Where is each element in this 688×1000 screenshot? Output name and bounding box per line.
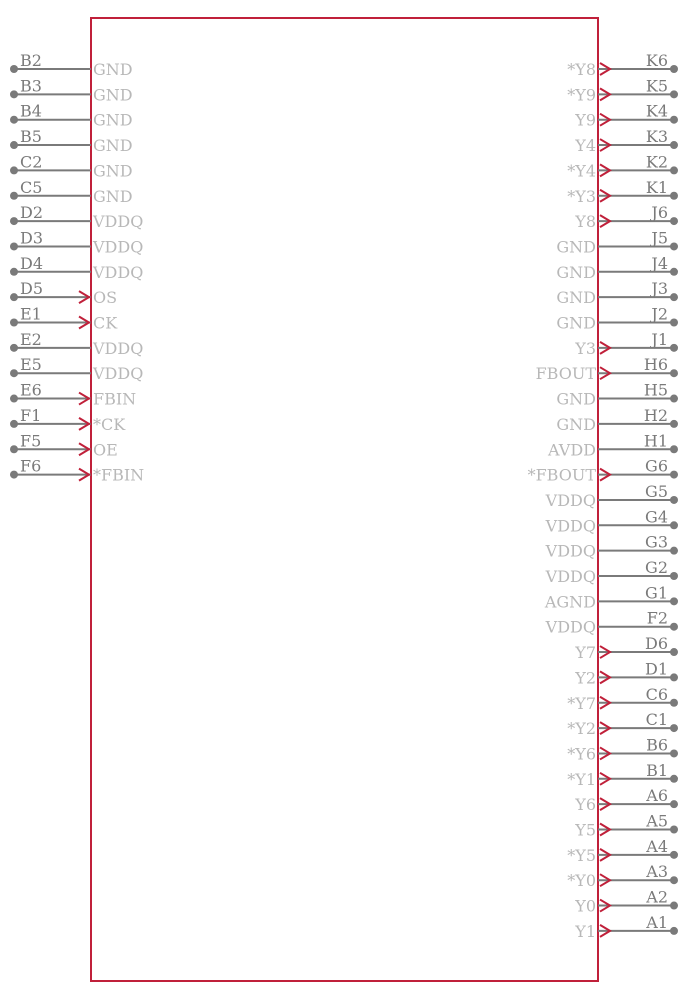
right-pin-K3 [574,127,678,155]
right-pin-G6 [528,457,678,485]
left-pin-B4 [10,102,133,130]
pin-number: B6 [646,735,668,755]
pin-endpoint-dot [10,116,18,124]
pin-endpoint-dot [670,749,678,757]
pin-endpoint-dot [670,242,678,250]
pin-number: A6 [646,786,668,806]
pin-name: FBOUT [535,364,596,384]
component-body [91,18,598,981]
pin-name: Y3 [575,338,596,358]
pin-endpoint-dot [670,699,678,707]
pin-name: Y8 [575,212,596,232]
pin-name: Y9 [575,110,596,130]
pin-number: A5 [646,811,668,831]
pin-name: Y4 [575,136,596,156]
pin-endpoint-dot [10,445,18,453]
pin-number: G3 [645,532,668,552]
pin-endpoint-dot [670,851,678,859]
pin-name: GND [556,237,596,257]
pin-number: G2 [645,558,668,577]
pin-number: J3 [651,279,668,299]
pin-endpoint-dot [670,902,678,910]
pin-endpoint-dot [10,395,18,403]
right-pin-G1 [544,583,678,611]
pin-endpoint-dot [670,445,678,453]
pin-endpoint-dot [10,344,18,352]
pin-name: *Y2 [567,719,596,739]
left-pin-F5 [10,431,118,459]
pin-endpoint-dot [670,192,678,200]
pin-number: K6 [645,51,668,70]
pin-name: VDDQ [545,541,596,561]
pin-name: AGND [544,592,596,612]
left-pin-D2 [10,203,143,231]
left-pin-D5 [10,279,117,307]
pin-number: E5 [20,355,42,375]
pin-endpoint-dot [10,471,18,479]
pin-endpoint-dot [10,293,18,301]
pin-name: Y7 [575,643,596,663]
right-pin-G3 [545,533,678,561]
pin-endpoint-dot [670,471,678,479]
pin-number: K4 [645,101,668,121]
pin-endpoint-dot [10,141,18,149]
pin-name: *Y3 [567,186,596,206]
pin-name: GND [93,186,133,206]
pin-name: *Y0 [567,871,596,891]
pin-number: D4 [20,253,44,273]
pin-name: GND [93,161,133,181]
pin-number: D6 [644,634,668,654]
pin-endpoint-dot [10,192,18,200]
left-pin-E5 [10,355,143,383]
pin-name: GND [556,389,596,409]
right-pin-A6 [574,786,678,814]
pin-endpoint-dot [670,572,678,580]
right-pin-G5 [545,482,678,510]
right-pin-K2 [567,152,678,180]
pin-endpoint-dot [10,369,18,377]
left-pin-F1 [10,406,126,434]
right-pin-A1 [574,913,678,941]
pin-endpoint-dot [10,268,18,276]
pin-name: Y1 [575,921,596,941]
pin-number: F6 [20,456,42,476]
pin-name: GND [556,288,596,308]
pin-endpoint-dot [10,90,18,98]
pin-name: OS [93,288,118,308]
pin-endpoint-dot [670,673,678,681]
pin-name: GND [93,110,133,130]
pin-number: K3 [645,127,668,147]
pin-number: E6 [20,380,42,400]
right-pin-J2 [556,305,678,333]
right-pin-K5 [567,76,678,104]
right-pin-H2 [556,406,678,434]
right-pin-K4 [574,102,678,130]
pin-endpoint-dot [670,217,678,225]
pin-number: B1 [646,760,668,780]
pin-endpoint-dot [10,65,18,73]
right-pin-J3 [556,279,678,307]
pin-endpoint-dot [670,876,678,884]
pin-name: VDDQ [93,364,144,384]
right-pin-H5 [556,381,678,409]
pin-number: D3 [20,228,44,248]
pin-endpoint-dot [670,648,678,656]
pin-endpoint-dot [670,369,678,377]
pin-number: A1 [646,912,668,932]
right-pin-B6 [567,735,678,763]
pin-endpoint-dot [670,547,678,555]
pin-name: *CK [93,414,126,434]
pin-number: D1 [644,659,668,679]
pin-number: B2 [20,51,42,70]
right-pin-C1 [567,710,678,738]
left-pin-D3 [10,228,143,256]
pin-name: GND [93,60,133,79]
pin-endpoint-dot [670,319,678,327]
left-pin-D4 [10,254,143,282]
pin-number: F2 [646,608,668,628]
left-pin-B3 [10,76,133,104]
pin-name: GND [93,85,133,105]
pin-name: Y5 [575,820,596,840]
pin-number: J5 [651,228,668,248]
pin-number: A3 [646,862,668,882]
pin-name: FBIN [93,389,137,409]
pin-endpoint-dot [670,395,678,403]
pin-name: Y2 [575,668,596,688]
pin-number: J2 [651,304,668,324]
pin-name: VDDQ [545,516,596,536]
pin-name: GND [556,262,596,282]
pin-name: *Y9 [567,85,596,105]
pin-number: B4 [20,101,42,121]
pin-number: H6 [643,355,668,375]
pin-endpoint-dot [670,65,678,73]
pin-number: G6 [645,456,668,476]
pin-number: H5 [643,380,668,400]
left-pin-B2 [10,51,133,79]
pin-endpoint-dot [670,800,678,808]
right-pin-H6 [536,355,678,383]
pin-name: VDDQ [545,490,596,510]
pin-name: *Y5 [567,845,596,865]
right-pin-G4 [545,507,678,535]
pin-name: GND [556,414,596,434]
pin-endpoint-dot [10,420,18,428]
left-pin-E1 [10,305,118,333]
pin-endpoint-dot [670,268,678,276]
pin-name: Y0 [575,896,596,916]
pin-number: A2 [646,887,668,907]
right-pin-J5 [556,228,678,256]
left-pin-E2 [10,330,143,358]
pin-number: J1 [651,329,668,349]
pin-number: D5 [20,279,44,299]
pin-name: *Y7 [567,693,596,713]
right-pin-A5 [574,812,678,840]
pin-name: *Y1 [567,769,596,789]
right-pin-F2 [545,609,678,637]
pin-endpoint-dot [670,623,678,631]
pin-number: E2 [20,329,42,349]
pin-number: K5 [645,76,668,96]
pin-name: *FBIN [93,465,145,485]
pin-number: B3 [20,76,42,96]
right-pin-D6 [574,634,678,662]
right-pin-J4 [556,254,678,282]
pin-endpoint-dot [670,166,678,174]
pin-name: VDDQ [545,617,596,637]
right-pin-G2 [545,558,678,586]
pin-endpoint-dot [670,724,678,732]
pin-number: G5 [645,481,668,501]
pin-number: K2 [645,152,668,172]
pin-endpoint-dot [670,521,678,529]
pin-name: OE [93,440,118,460]
pin-name: GND [556,313,596,333]
right-pin-J1 [574,330,678,358]
right-pin-B1 [567,761,678,789]
right-pin-A4 [567,837,678,865]
pin-name: Y6 [575,795,596,815]
pin-number: E1 [20,304,42,324]
pin-endpoint-dot [10,242,18,250]
pin-name: *Y4 [567,161,596,181]
pin-endpoint-dot [670,344,678,352]
left-pin-B5 [10,127,133,155]
pin-name: AVDD [548,440,596,460]
right-pin-C6 [567,685,678,713]
pin-endpoint-dot [670,496,678,504]
pin-number: F5 [20,431,42,451]
right-pin-K6 [567,51,678,79]
pin-name: *Y6 [567,744,596,764]
pin-endpoint-dot [670,116,678,124]
left-pin-group [10,51,144,485]
pin-number: J4 [651,253,668,273]
pin-number: C6 [645,684,668,704]
pin-number: H1 [643,431,668,451]
left-pin-C2 [10,152,133,180]
pin-number: C2 [20,152,43,172]
pin-endpoint-dot [670,826,678,834]
left-pin-C5 [10,178,133,206]
pin-name: *FBOUT [527,465,596,485]
pin-name: VDDQ [93,338,144,358]
pin-name: *Y8 [567,60,596,79]
left-pin-F6 [10,457,144,485]
pin-number: J6 [651,203,668,223]
left-pin-E6 [10,381,136,409]
right-pin-A3 [567,862,678,890]
pin-name: VDDQ [545,567,596,586]
pin-name: VDDQ [93,262,144,282]
pin-name: GND [93,136,133,156]
pin-endpoint-dot [670,293,678,301]
pin-endpoint-dot [670,141,678,149]
pin-number: G1 [645,583,668,603]
pin-endpoint-dot [670,597,678,605]
right-pin-group [528,51,678,941]
pin-number: F1 [20,405,42,425]
pin-endpoint-dot [670,927,678,935]
pin-endpoint-dot [10,166,18,174]
pin-number: H2 [643,405,668,425]
pin-endpoint-dot [670,775,678,783]
right-pin-J6 [574,203,678,231]
pin-endpoint-dot [10,319,18,327]
pin-number: B5 [20,127,42,147]
right-pin-K1 [567,178,678,206]
pin-endpoint-dot [10,217,18,225]
right-pin-H1 [547,431,678,459]
pin-endpoint-dot [670,420,678,428]
pin-number: C5 [20,177,43,197]
pin-name: VDDQ [93,237,144,257]
pin-number: K1 [645,177,668,197]
pin-name: CK [93,313,118,333]
pin-endpoint-dot [670,90,678,98]
pin-number: D2 [20,203,44,223]
right-pin-A2 [574,888,678,916]
pin-number: C1 [645,710,668,730]
pin-number: G4 [645,507,668,527]
pin-name: VDDQ [93,212,144,232]
pin-number: A4 [646,836,668,856]
right-pin-D1 [574,659,678,687]
